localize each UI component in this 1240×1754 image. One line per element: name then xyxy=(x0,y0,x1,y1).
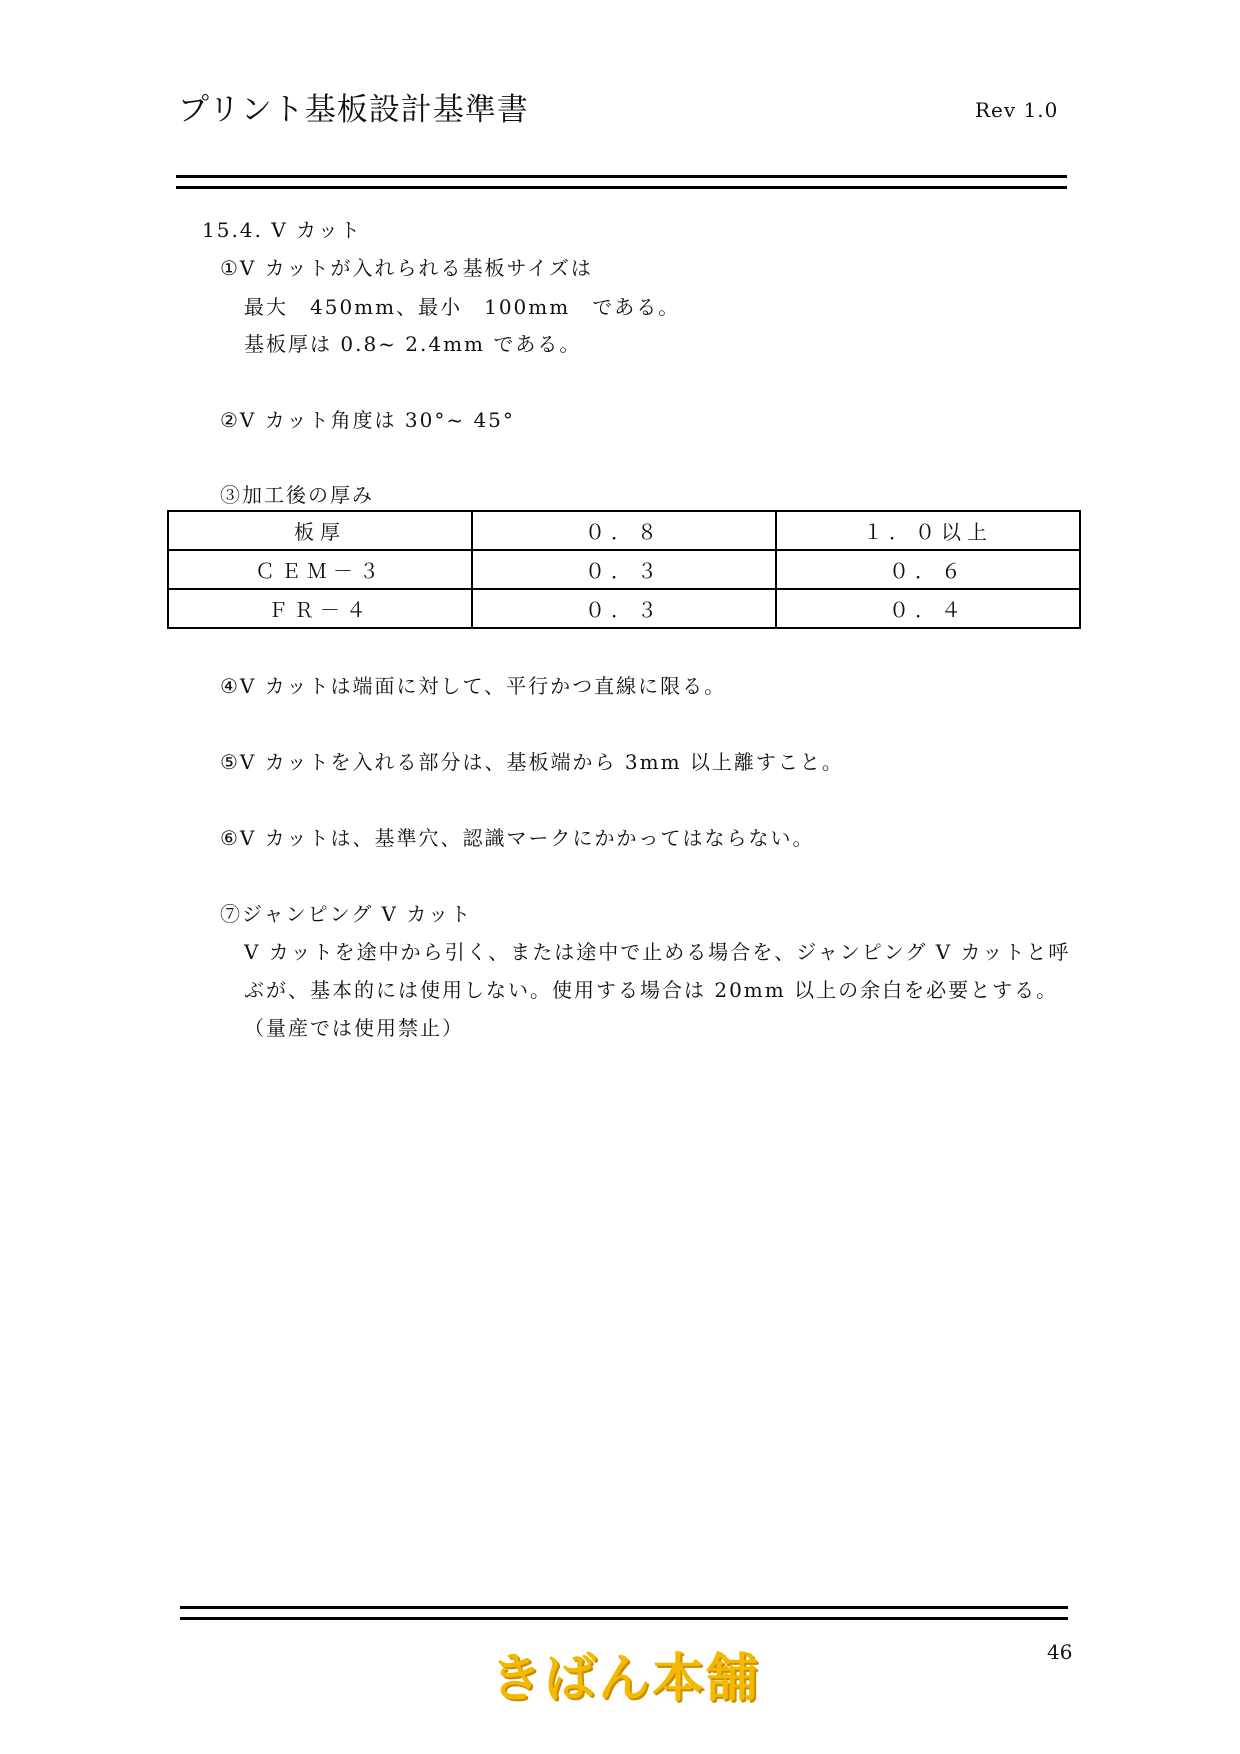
table-cell: ０．４ xyxy=(776,589,1080,628)
item-7-line-2: ぶが、基本的には使用しない。使用する場合は 20mm 以上の余白を必要とする。 xyxy=(244,978,1059,1002)
table-header-cell: 板厚 xyxy=(168,511,472,550)
item-5: ⑤V カットを入れる部分は、基板端から 3mm 以上離すこと。 xyxy=(220,750,844,774)
thickness-table xyxy=(167,510,1081,629)
item-7-line-3: （量産では使用禁止） xyxy=(244,1016,464,1040)
revision-label: Rev 1.0 xyxy=(975,98,1059,122)
item-3-title: ③加工後の厚み xyxy=(220,483,374,507)
item-2: ②V カット角度は 30°~ 45° xyxy=(220,408,515,432)
table-row xyxy=(168,550,1080,589)
table-row xyxy=(168,589,1080,628)
header-divider-top xyxy=(176,175,1067,178)
table-header-cell: ０．８ xyxy=(472,511,776,550)
table-cell: ０．３ xyxy=(472,550,776,589)
item-4: ④V カットは端面に対して、平行かつ直線に限る。 xyxy=(220,674,727,698)
section-heading: 15.4. V カット xyxy=(202,218,362,242)
footer-divider-top xyxy=(180,1606,1068,1609)
item-1-title: ①V カットが入れられる基板サイズは xyxy=(220,256,593,280)
page-number: 46 xyxy=(1047,1640,1073,1664)
item-6: ⑥V カットは、基準穴、認識マークにかかってはならない。 xyxy=(220,826,815,850)
header-divider-bottom xyxy=(176,186,1067,189)
table-cell: ０．６ xyxy=(776,550,1080,589)
table-cell: ＦＲ－４ xyxy=(168,589,472,628)
table-header-cell: １．０以上 xyxy=(776,511,1080,550)
company-logo: きばん本舗 xyxy=(490,1649,761,1709)
item-1-line-1: 最大 450mm、最小 100mm である。 xyxy=(244,295,681,319)
item-1-line-2: 基板厚は 0.8~ 2.4mm である。 xyxy=(244,332,582,356)
item-7-line-1: V カットを途中から引く、または途中で止める場合を、ジャンピング V カットと呼 xyxy=(244,940,1071,964)
item-7-title: ⑦ジャンピング V カット xyxy=(220,902,473,926)
table-cell: ０．３ xyxy=(472,589,776,628)
table-header-row xyxy=(168,511,1080,550)
table-cell: ＣＥＭ－３ xyxy=(168,550,472,589)
footer-divider-bottom xyxy=(180,1617,1068,1620)
document-title: プリント基板設計基準書 xyxy=(178,92,529,128)
